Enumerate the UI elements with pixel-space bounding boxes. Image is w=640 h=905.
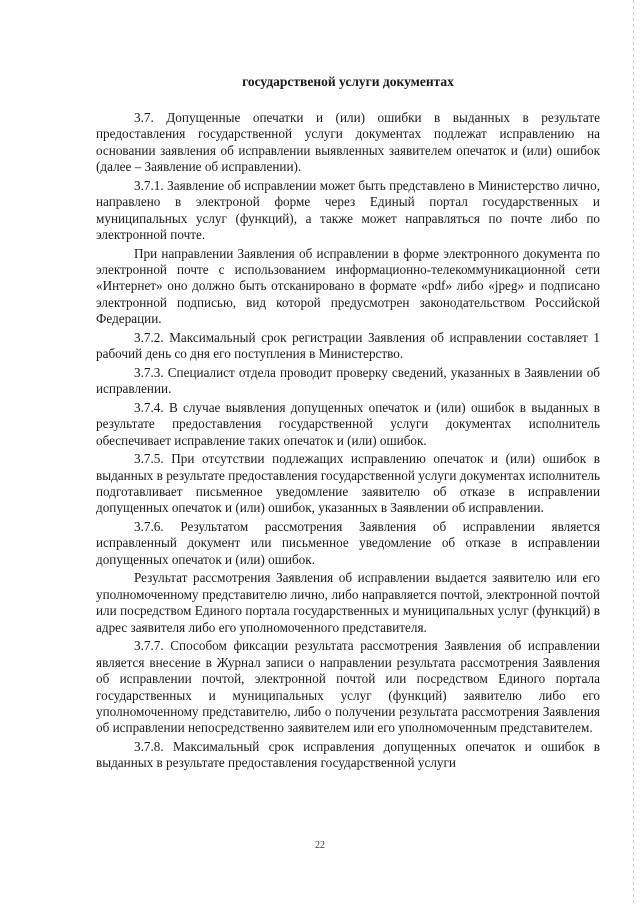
page-number: 22 <box>315 840 325 851</box>
paragraph-3-7-5: 3.7.5. При отсутствии подлежащих исправлению опечаток и (или) ошибок в выданных в результате предоставления государственной услуги документах исполнитель подготавливает письменное уведомление заявителю об отказе в исправлении допущенных опечаток и (или) ошибок, указанных в Заявлении об исправлении. <box>96 451 600 516</box>
paragraph-electronic-submission: При направлении Заявления об исправлении в форме электронного документа по электронной почте с использованием информационно-телекоммуникационной сети «Интернет» оно должно быть отсканировано в формате «pdf» либо «jpeg» и подписано электронной подписью, вид которой предусмотрен законодательством Российской Федерации. <box>96 245 600 327</box>
paragraph-3-7-2: 3.7.2. Максимальный срок регистрации Заявления об исправлении составляет 1 рабочий день со дня его поступления в Министерство. <box>96 329 600 362</box>
section-heading: государственой услуги документах <box>242 74 454 89</box>
document-body <box>96 74 600 774</box>
paragraph-3-7-6: 3.7.6. Результатом рассмотрения Заявления об исправлении является исправленный документ или письменное уведомление об отказе в исправлении допущенных опечаток и (или) ошибок. <box>96 519 600 567</box>
paragraph-3-7-4: 3.7.4. В случае выявления допущенных опечаток и (или) ошибок в выданных в результате предоставления государственной услуги документах исполнитель обеспечивает исправление таких опечаток и (или) ошибок. <box>96 399 600 448</box>
paragraph-3-7-3: 3.7.3. Специалист отдела проводит проверку сведений, указанных в Заявлении об исправлении. <box>96 364 600 397</box>
paragraph-3-7-7: 3.7.7. Способом фиксации результата рассмотрения Заявления об исправлении является внесение в Журнал записи о направлении результата рассмотрения Заявления об исправлении почтой, электронной почтой или посредством Единого портала государственных и муниципальных услуг (функций) заявителю либо его уполномоченному представителю, либо о получении результата рассмотрения Заявления об исправлении непосредственно заявителем или его уполномоченным представителем. <box>96 638 600 736</box>
paragraph-3-7-1: 3.7.1. Заявление об исправлении может быть представлено в Министерство лично, направлено в электроной форме через Единый портал государственных и муниципальных услуг (функций), а также может направляться по почте либо по электронной почте. <box>96 177 600 243</box>
scan-edge-line <box>633 0 634 905</box>
paragraph-3-7-8: 3.7.8. Максимальный срок исправления допущенных опечаток и ошибок в выданных в результате предоставления государственной услуги <box>96 738 600 771</box>
paragraph-3-7: 3.7. Допущенные опечатки и (или) ошибки в выданных в результате предоставления государственной услуги документах подлежат исправлению на основании заявления об исправлении выявленных заявителем опечаток и (или) ошибок (далее – Заявление об исправлении). <box>96 110 600 175</box>
paragraph-result-delivery: Результат рассмотрения Заявления об исправлении выдается заявителю или его уполномоченному представителю лично, либо направляется почтой, электронной почтой или посредством Единого портала государственных и муниципальных услуг (функций) в адрес заявителя либо его уполномоченного представителя. <box>96 570 600 635</box>
